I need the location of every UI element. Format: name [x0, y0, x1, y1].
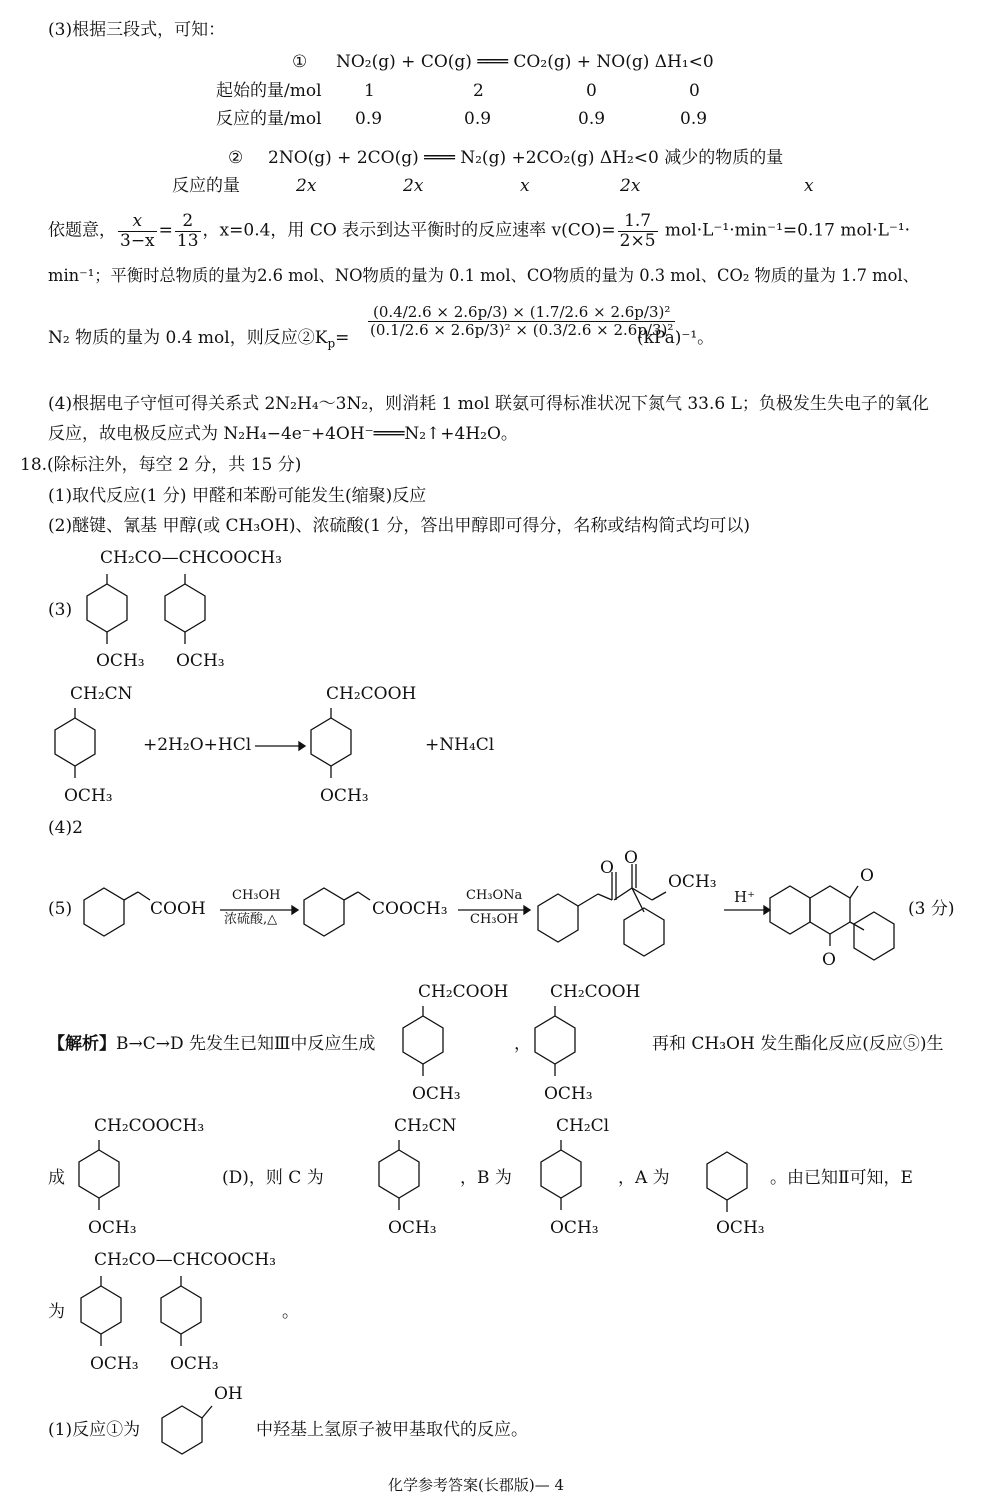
line1-c: mol·L⁻¹·min⁻¹=0.17 mol·L⁻¹·: [659, 220, 911, 241]
benzene-ring-rxn-1: [50, 708, 100, 788]
analysis-och3-a: OCH₃: [716, 1218, 765, 1238]
kp-sub: p: [327, 336, 336, 351]
r2-react-2: x: [520, 176, 530, 196]
naphthalenone-structure: [768, 860, 908, 970]
analysis-tag: 【解析】: [48, 1034, 116, 1054]
analysis-och3-1: OCH₃: [412, 1084, 461, 1104]
line3-a: N₂ 物质的量为 0.4 mol，则反应②K: [48, 328, 328, 348]
p4-line-a: (4)根据电子守恒可得关系式 2N₂H₄～3N₂，则消耗 1 mol 联氨可得标准状况下氮气 33.6 L；负极发生失电子的氧化: [48, 394, 929, 414]
analysis-s2-d: ，A 为: [618, 1168, 670, 1188]
calc-line-3: N₂ 物质的量为 0.4 mol，则反应$②K_p=$: [48, 328, 350, 351]
benzene-ring-b: [536, 1140, 586, 1220]
a5-cond2-top: CH₃ONa: [466, 888, 523, 903]
a5-och3: OCH₃: [668, 872, 717, 892]
q18-header: 18.(除标注外，每空 2 分，共 15 分): [20, 455, 302, 475]
a5-cooh: COOH: [150, 899, 206, 919]
analysis-s1-a: B→C→D 先发生已知Ⅲ中反应生成: [116, 1034, 376, 1054]
a5-cond1-top: CH₃OH: [232, 888, 281, 903]
frac-v-num: 1.7: [618, 212, 658, 232]
analysis-e-end: 。: [282, 1302, 299, 1322]
analysis-s2-b: (D)，则 C 为: [222, 1168, 324, 1188]
a3-och3-1: OCH₃: [96, 651, 145, 671]
r1-react-2: 0.9: [578, 109, 606, 129]
a4: (4)2: [48, 818, 83, 838]
analysis-comma: ，: [514, 1034, 531, 1054]
r1-react-3: 0.9: [680, 109, 708, 129]
r1-equation: NO₂(g) + CO(g) ═══ CO₂(g) + NO(g) ΔH₁<0: [336, 52, 714, 72]
a5-label: (5): [48, 899, 73, 919]
p4-line-b: 反应，故电极反应式为 N₂H₄−4e⁻+4OH⁻═══N₂↑+4H₂O。: [48, 424, 518, 444]
analysis-cl: CH₂Cl: [556, 1116, 610, 1136]
a5-o2: O: [624, 848, 638, 868]
a5-h-plus: H⁺: [734, 888, 755, 906]
a5-score: (3 分): [908, 899, 955, 919]
r2-react-4: x: [804, 176, 814, 196]
analysis-s2-c: ，B 为: [460, 1168, 512, 1188]
analysis-och3-d: OCH₃: [88, 1218, 137, 1238]
frac-2: [175, 212, 201, 250]
benzene-ring-d: [74, 1140, 124, 1220]
q18-a2: (2)醚键、氰基 甲醇(或 CH₃OH)、浓硫酸(1 分，答出甲醇即可得分，名称或结构简式均可以): [48, 516, 751, 536]
reaction-arrow-1: [255, 741, 305, 751]
frac-x-num: x: [118, 212, 157, 232]
line1-b: ，x=0.4，用 CO 表示到达平衡时的反应速率 v(CO)=: [202, 220, 616, 241]
analysis-s1-b: 再和 CH₃OH 发生酯化反应(反应⑤)生: [652, 1034, 944, 1054]
benzene-ring-a3-1: [82, 574, 132, 654]
analysis-och3-2: OCH₃: [544, 1084, 593, 1104]
q18-a1: (1)取代反应(1 分) 甲醛和苯酚可能发生(缩聚)反应: [48, 486, 427, 506]
r2-react-3: 2x: [620, 176, 641, 196]
a3-chain: CH₂CO—CHCOOCH₃: [100, 548, 282, 568]
r1-start-1: 2: [473, 81, 484, 101]
page-footer: 化学参考答案(长郡版)— 4: [388, 1476, 565, 1494]
analysis-och3-e1: OCH₃: [90, 1354, 139, 1374]
analysis-s2-a: 成: [48, 1168, 65, 1188]
line1-a: 依题意，: [48, 220, 116, 241]
frac-2-num: 2: [175, 212, 201, 232]
r1-label: ①: [292, 52, 308, 72]
a5-cond1-bot: 浓硫酸,△: [224, 912, 278, 927]
analysis-last-a: (1)反应①为: [48, 1420, 141, 1440]
analysis-e-label: 为: [48, 1302, 65, 1322]
r2-equation: 2NO(g) + 2CO(g) ═══ N₂(g) +2CO₂(g) ΔH₂<0 减少的物质的量: [268, 148, 784, 168]
benzene-ring-e-1: [76, 1276, 126, 1356]
a5-cooch3: COOCH₃: [372, 899, 448, 919]
benzene-ring-a3-2: [160, 574, 210, 654]
r1-start-3: 0: [689, 81, 700, 101]
frac-x-den: 3−x: [120, 230, 155, 251]
frac-v: [618, 212, 658, 250]
analysis-cn: CH₂CN: [394, 1116, 457, 1136]
r1-react-label: 反应的量/mol: [216, 109, 322, 129]
benzene-ring-an-1: [398, 1006, 448, 1086]
analysis-cooh-2: CH₂COOH: [550, 982, 641, 1002]
r2-react-0: 2x: [296, 176, 317, 196]
frac-x: [118, 212, 157, 250]
rxn-sub1: CH₂CN: [70, 684, 133, 704]
a5-o3: O: [860, 866, 874, 886]
r1-start-2: 0: [586, 81, 597, 101]
r1-start-label: 起始的量/mol: [216, 81, 322, 101]
rxn-plus1: +2H₂O+HCl: [143, 735, 252, 755]
analysis-oh: OH: [214, 1384, 243, 1404]
rxn-prod: CH₂COOH: [326, 684, 417, 704]
analysis-line-1: [48, 1034, 375, 1054]
analysis-och3-e2: OCH₃: [170, 1354, 219, 1374]
benzene-ring-c: [374, 1140, 424, 1220]
reaction-arrow-4: [724, 906, 770, 916]
a5-o4: O: [822, 950, 836, 970]
r2-react-1: 2x: [403, 176, 424, 196]
rxn-plus2: +NH₄Cl: [425, 735, 495, 755]
a5-cond2-bot: CH₃OH: [470, 912, 519, 927]
r1-react-1: 0.9: [464, 109, 492, 129]
analysis-och3-b: OCH₃: [550, 1218, 599, 1238]
analysis-last-b: 中羟基上氢原子被甲基取代的反应。: [256, 1420, 528, 1440]
kp-num: (0.4/2.6 × 2.6p/3) × (1.7/2.6 × 2.6p/3)²: [368, 304, 675, 322]
kp-fraction: [368, 304, 675, 338]
analysis-och3-c: OCH₃: [388, 1218, 437, 1238]
analysis-cooh-1: CH₂COOH: [418, 982, 509, 1002]
benzene-ring-a5-2: [302, 880, 382, 940]
kp-unit: (kPa)⁻¹。: [637, 328, 715, 348]
analysis-cooch3: CH₂COOCH₃: [94, 1116, 205, 1136]
calc-line-2: min⁻¹；平衡时总物质的量为2.6 mol、NO物质的量为 0.1 mol、CO物质的量为 0.3 mol、CO₂ 物质的量为 1.7 mol、: [48, 266, 919, 285]
rxn-och3-2: OCH₃: [320, 786, 369, 806]
eq-sign: =: [158, 220, 173, 241]
benzene-ring-rxn-2: [306, 708, 356, 788]
r2-label: ②: [228, 148, 244, 168]
analysis-s2-e: 。由已知Ⅱ可知，E: [770, 1168, 913, 1188]
p3-intro: (3)根据三段式，可知：: [48, 20, 226, 40]
phenol-structure: [160, 1396, 230, 1456]
benzene-ring-e-2: [156, 1276, 206, 1356]
calc-line-1: [48, 212, 910, 250]
benzene-ring-a: [702, 1150, 752, 1220]
benzene-ring-an-2: [530, 1006, 580, 1086]
r1-start-0: 1: [364, 81, 375, 101]
r2-react-label: 反应的量: [172, 176, 240, 196]
kp-den: (0.1/2.6 × 2.6p/3)² × (0.3/2.6 × 2.6p/3)²: [370, 320, 674, 339]
a3-label: (3): [48, 600, 73, 620]
r1-react-0: 0.9: [355, 109, 383, 129]
frac-v-den: 2×5: [619, 230, 656, 251]
a5-o1: O: [600, 858, 614, 878]
rxn-och3-1: OCH₃: [64, 786, 113, 806]
a3-och3-2: OCH₃: [176, 651, 225, 671]
frac-2-den: 13: [176, 230, 199, 251]
analysis-e-chain: CH₂CO—CHCOOCH₃: [94, 1250, 276, 1270]
